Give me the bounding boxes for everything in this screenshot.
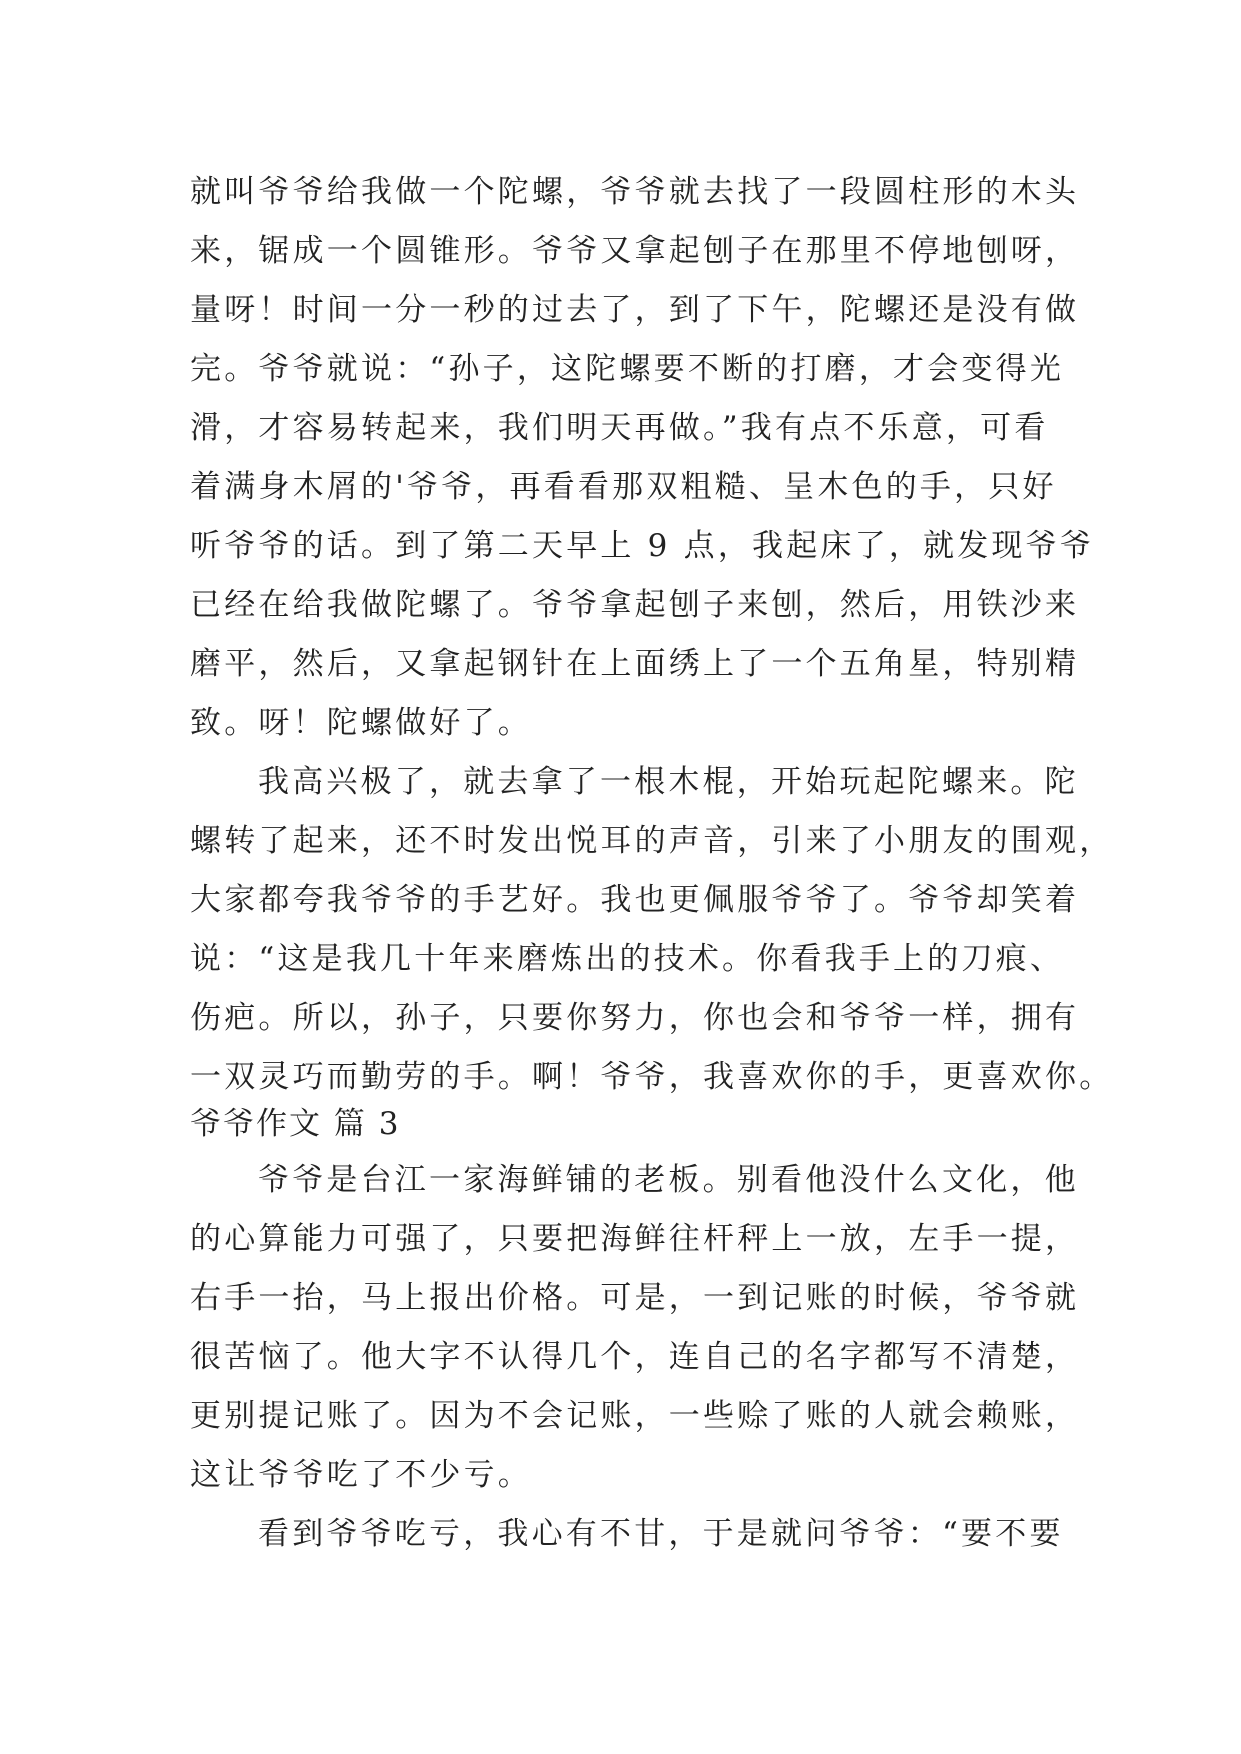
- paragraph-first-line: 我高兴极了，就去拿了一根木棍，开始玩起陀螺来。陀: [258, 764, 1079, 800]
- text-line: 就叫爷爷给我做一个陀螺，爷爷就去找了一段圆柱形的木头: [190, 174, 1080, 210]
- section-heading: 爷爷作文 篇 3: [190, 1106, 401, 1142]
- text-line: 的心算能力可强了，只要把海鲜往杆秤上一放，左手一提，: [190, 1221, 1080, 1257]
- text-line: 量呀！时间一分一秒的过去了，到了下午，陀螺还是没有做: [190, 292, 1080, 328]
- text-line: 着满身木屑的'爷爷，再看看那双粗糙、呈木色的手，只好: [190, 469, 1057, 505]
- paragraph-first-line: 看到爷爷吃亏，我心有不甘，于是就问爷爷：“要不要: [258, 1516, 1064, 1552]
- text-line: 已经在给我做陀螺了。爷爷拿起刨子来刨，然后，用铁沙来: [190, 587, 1080, 623]
- text-line: 完。爷爷就说：“孙子，这陀螺要不断的打磨，才会变得光: [190, 351, 1065, 387]
- text-line: 更别提记账了。因为不会记账，一些赊了账的人就会赖账，: [190, 1398, 1080, 1434]
- text-line: 螺转了起来，还不时发出悦耳的声音，引来了小朋友的围观，: [190, 823, 1114, 859]
- text-line: 很苦恼了。他大字不认得几个，连自己的名字都写不清楚，: [190, 1339, 1080, 1375]
- text-line: 来，锯成一个圆锥形。爷爷又拿起刨子在那里不停地刨呀，: [190, 233, 1080, 269]
- text-line: 一双灵巧而勤劳的手。啊！爷爷，我喜欢你的手，更喜欢你。: [190, 1059, 1114, 1095]
- text-line: 右手一抬，马上报出价格。可是，一到记账的时候，爷爷就: [190, 1280, 1080, 1316]
- text-line: 伤疤。所以，孙子，只要你努力，你也会和爷爷一样，拥有: [190, 1000, 1080, 1036]
- text-line: 磨平，然后，又拿起钢针在上面绣上了一个五角星，特别精: [190, 646, 1080, 682]
- text-line: 大家都夸我爷爷的手艺好。我也更佩服爷爷了。爷爷却笑着: [190, 882, 1080, 918]
- text-line: 听爷爷的话。到了第二天早上 9 点，我起床了，就发现爷爷: [190, 528, 1095, 564]
- text-line: 这让爷爷吃了不少亏。: [190, 1457, 532, 1493]
- paragraph-first-line: 爷爷是台江一家海鲜铺的老板。别看他没什么文化，他: [258, 1162, 1079, 1198]
- text-line: 致。呀！陀螺做好了。: [190, 705, 532, 741]
- text-line: 说：“这是我几十年来磨炼出的技术。你看我手上的刀痕、: [190, 941, 1065, 977]
- text-line: 滑，才容易转起来，我们明天再做。”我有点不乐意，可看: [190, 410, 1049, 446]
